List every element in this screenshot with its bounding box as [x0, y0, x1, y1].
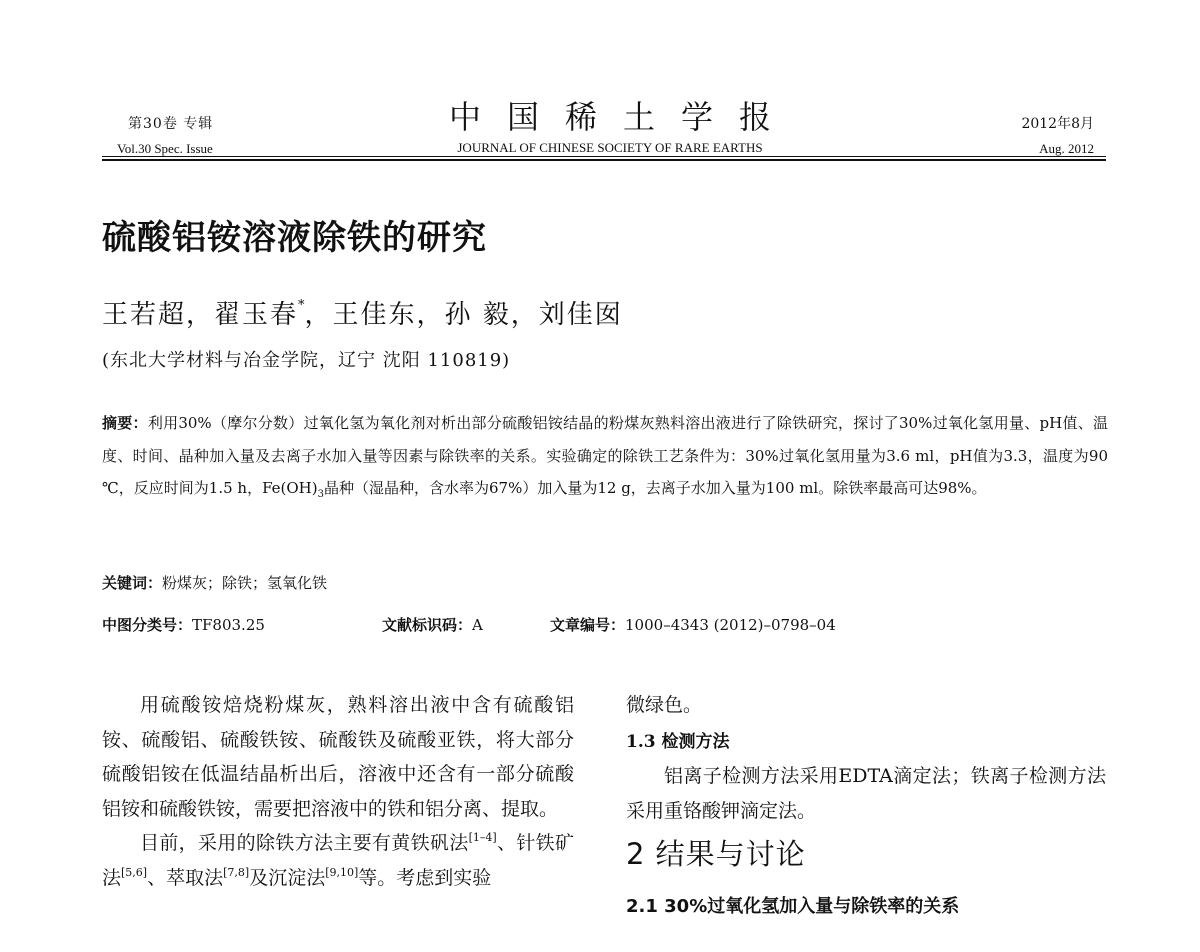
header-rule-thick — [102, 159, 1106, 161]
text-run: 等。考虑到实验 — [358, 866, 492, 889]
journal-title-en: JOURNAL OF CHINESE SOCIETY OF RARE EARTHS — [457, 140, 763, 155]
article-number-value: 1000–4343 (2012)–0798–04 — [625, 616, 836, 634]
keywords-label: 关键词： — [102, 574, 163, 592]
abstract — [102, 407, 1108, 512]
article-title: 硫酸铝铵溶液除铁的研究 — [102, 218, 487, 258]
section-heading-2-1: 2.1 30%过氧化氢加入量与除铁率的关系 — [626, 896, 960, 917]
authors-part-1: 王若超，翟玉春 — [102, 300, 299, 330]
abstract-text-2: 晶种（湿晶种，含水率为67%）加入量为12 g，去离子水加入量为100 ml。除铁率最高可达98%。 — [324, 479, 987, 497]
journal-header-left — [117, 113, 277, 157]
keywords-text: 粉煤灰；除铁；氢氧化铁 — [162, 574, 328, 592]
abstract-text-1: 利用30%（摩尔分数）过氧化氢为氧化剂对析出部分硫酸铝铵结晶的粉煤灰熟料溶出液进行了除铁研究，探讨了30%过氧化氢用量、pH值、温度、时间、晶种加入量及去离子水加入量等因素与除铁率的关系。实验确定的除铁工艺条件为：30%过氧化氢用量为3.6 ml，pH值为3.3，温度为90 ℃，反应时间为1.5 h，Fe(OH) — [102, 414, 1108, 497]
citation-ref: [5,6] — [121, 865, 148, 879]
text-run: 、萃取法 — [147, 866, 224, 889]
text-run: 及沉淀法 — [249, 866, 326, 889]
clc-value: TF803.25 — [192, 616, 265, 634]
date-en: Aug. 2012 — [1039, 141, 1094, 156]
section-heading-2: 2 结果与讨论 — [626, 837, 806, 871]
date-cn: 2012年8月 — [1021, 116, 1094, 132]
volume-cn: 第30卷 专辑 — [128, 116, 214, 132]
citation-ref: [1–4] — [468, 831, 497, 844]
keywords — [102, 572, 327, 593]
paragraph: 铝离子检测方法采用EDTA滴定法；铁离子检测方法采用重铬酸钾滴定法。 — [626, 765, 1106, 822]
paragraph: 用硫酸铵焙烧粉煤灰，熟料溶出液中含有硫酸铝铵、硫酸铝、硫酸铁铵、硫酸铁及硫酸亚铁，将大部分硫酸铝铵在低温结晶析出后，溶液中还含有一部分硫酸铝铵和硫酸铁铵，需要把溶液中的铁和铝分离、提取。 — [102, 694, 574, 820]
article-number-label: 文章编号： — [550, 616, 626, 634]
citation-ref: [9,10] — [325, 865, 359, 879]
citation-ref: [7,8] — [223, 865, 250, 879]
text-run: 、针铁矿法 — [102, 832, 574, 889]
journal-header-right — [934, 113, 1094, 157]
abstract-label: 摘要： — [102, 414, 148, 432]
volume-en: Vol.30 Spec. Issue — [117, 141, 213, 156]
paragraph-continuation: 微绿色。 — [626, 694, 703, 716]
doc-code-value: A — [472, 616, 483, 634]
body-column-left — [102, 688, 574, 895]
journal-header-center — [400, 92, 820, 156]
clc-label: 中图分类号： — [102, 616, 193, 634]
authors-part-2: ，王佳东，孙 毅，刘佳囡 — [304, 300, 623, 330]
doc-code-label: 文献标识码： — [382, 616, 473, 634]
body-column-right — [626, 688, 1106, 925]
affiliation: (东北大学材料与冶金学院，辽宁 沈阳 110819) — [102, 350, 511, 371]
header-rule-thin — [102, 156, 1106, 157]
journal-title-cn: 中国稀土学报 — [448, 98, 797, 136]
corresponding-mark: * — [298, 298, 305, 313]
classification-line — [102, 614, 1108, 635]
paragraph — [102, 826, 574, 895]
section-heading-1-3: 1.3 检测方法 — [626, 731, 730, 752]
text-run: 目前，采用的除铁方法主要有黄铁矾法 — [140, 832, 469, 854]
author-list — [102, 294, 623, 331]
abstract-subscript: 3 — [317, 489, 324, 500]
